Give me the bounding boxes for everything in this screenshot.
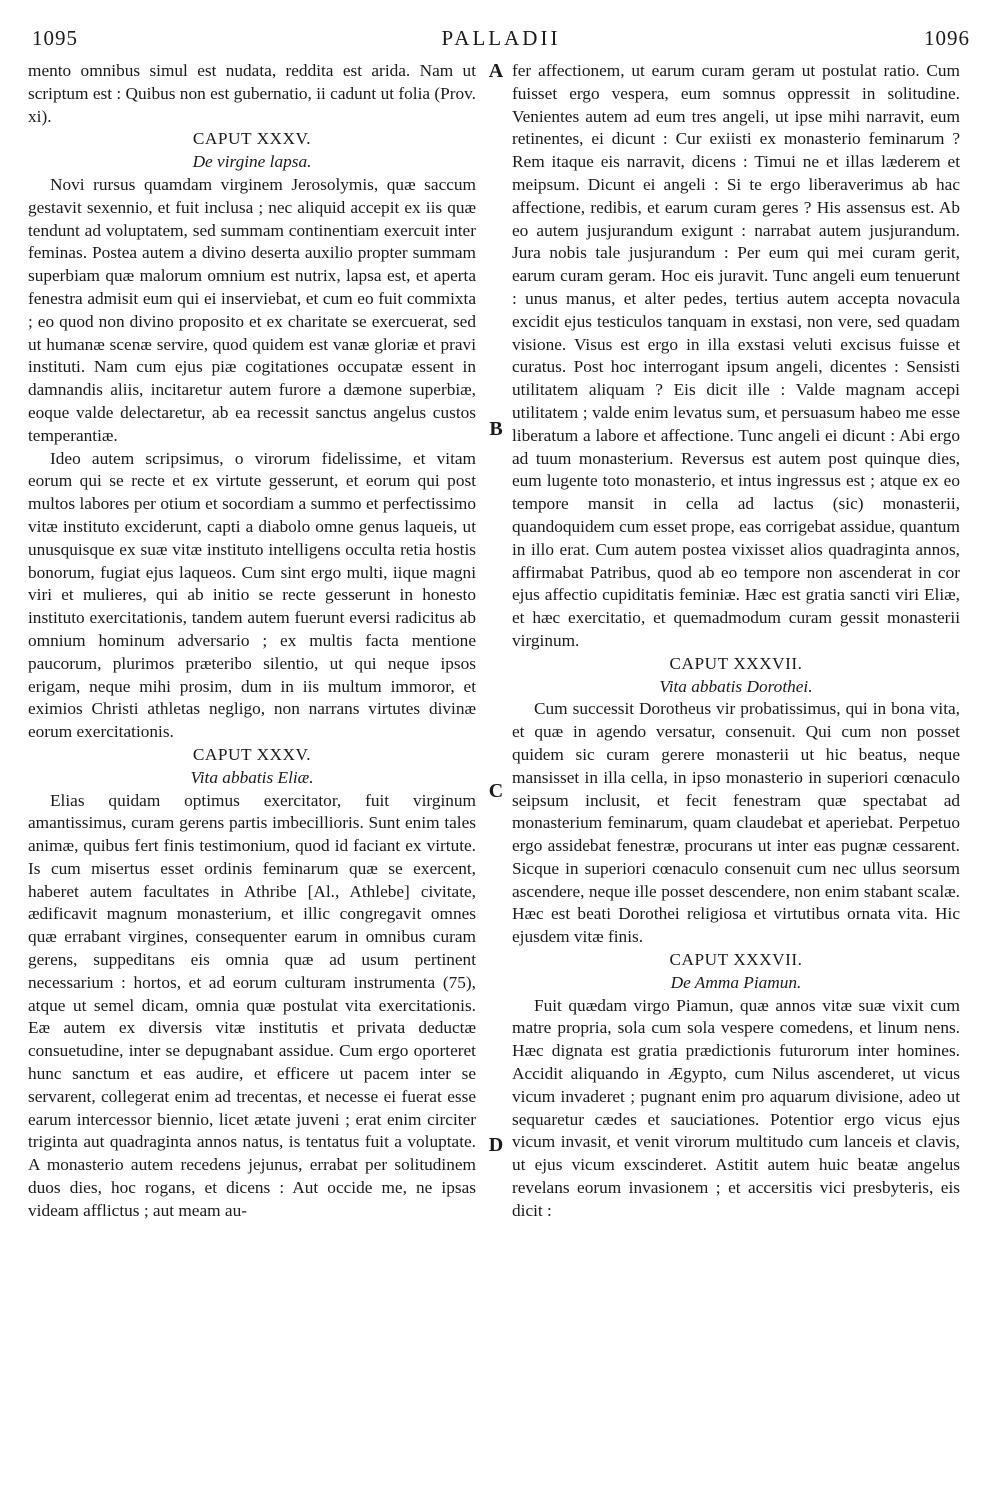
chapter-subtitle: De Amma Piamun. [670,972,802,992]
paragraph: Novi rursus quamdam virginem Jerosolymis, quæ saccum gestavit sexennio, et fuit inclusa ; nec aliquid accepit ex iis quæ tendunt ad voluptatem, sed summam continentiam exercuit inter feminas. Postea autem a divino deserta auxilio propter summam superbiam quæ malorum omnium est nutrix, lapsa est, et aperta fenestra admisit eum qui ei inserviebat, et cum eo fuit commixta ; eo quod non divino proposito et ex charitate se exercuerat, sed ut humanæ scenæ servire, quod quidem est vanæ gloriæ et pravi instituti. Nam cum ejus piæ cogitationes occupatæ essent in damnandis aliis, incitaretur autem furore a dæmone superbiæ, eoque valde delectaretur, ab ea recessit sanctus angelus custos temperantiæ. [28,174,476,445]
chapter-subtitle: Vita abbatis Eliæ. [190,767,314,787]
chapter-heading: CAPUT XXXVII. [669,653,803,673]
left-column [28,60,476,1223]
chapter-subtitle: Vita abbatis Dorothei. [659,676,813,696]
paragraph: Ideo autem scripsimus, o virorum fidelissime, et vitam eorum qui se recte et ex virtute gesserunt, et eorum qui post multos labores per otium et socordiam a summo et perfectissimo vitæ instituto exciderunt, capti a diabolo omne genus laqueis, ut unusquisque ex suæ vitæ instituto intelligens occulta retia hostis bonorum, fugiat ejus laqueos. Cum sint ergo multi, iique magni viri et mulieres, qui ab initio se recte gesserunt in honesto instituto exercitationis, tandem autem fuerunt eversi radicitus ab omnium hominum adversario ; ex multis facta mentione paucorum, plurimos præteribo silentio, ut qui neque ipsos erigam, neque mihi prosim, dum in iis multum immoror, et eximios Christi athletas negligo, non narrans virtutes divinæ eorum exercitationis. [28,448,476,742]
running-header [32,26,970,56]
chapter-heading: CAPUT XXXVII. [669,950,803,970]
margin-marker-d: D [488,1134,504,1156]
page-number-right: 1096 [924,26,970,50]
chapter-heading: CAPUT XXXV. [192,744,312,764]
margin-marker-b: B [489,418,503,440]
paragraph: Cum successit Dorotheus vir probatissimus, qui in bona vita, et quæ in agendo versatur, consenuit. Qui cum non posset quidem sic curam gerere monasterii ut hic beatus, neque mansisset in illa cella, in ipso monasterio in superiori cœnaculo seipsum inclusit, et fecit fenestram quæ spectabat ad monasterium feminarum, quam claudebat et aperiebat. Perpetuo ergo assidebat fenestræ, procurans ut inter eas pugnæ cessarent. Sicque in superiori cœnaculo consenuit cum nec ullus seorsum ascendere, neque ille posset descendere, non enim stabant scalæ. Hæc est beati Dorothei religiosa et virtutibus ornata vita. Hic ejusdem vitæ finis. [512,699,960,947]
right-column [512,60,960,1223]
margin-marker-a: A [488,60,504,82]
chapter-heading: CAPUT XXXV. [192,129,312,149]
page-number-left: 1095 [32,26,78,50]
paragraph: Fuit quædam virgo Piamun, quæ annos vitæ suæ vixit cum matre propria, sola cum sola vespere comedens, et linum nens. Hæc dignata est gratia prædictionis futurorum inter homines. Accidit aliquando in Ægypto, cum Nilus ascenderet, ut vicus vicum invaderet ; pugnant enim pro aquarum divisione, adeo ut sequaretur cædes et sauciationes. Potentior ergo vicus ejus vicum invasit, et venit virorum multitudo cum lanceis et clavis, ut ejus vicum exscinderet. Astitit autem huic beatæ angelus revelans eorum invasionem ; et accersitis vici presbyteris, eis dicit : [512,995,960,1220]
running-title: PALLADII [441,26,561,50]
paragraph: fer affectionem, ut earum curam geram ut postulat ratio. Cum fuisset ergo vespera, eum somnus oppressit in solitudine. Venientes autem ad eum tres angeli, ut ipse mihi narravit, eum retinentes, ei dicunt : Cur exiisti ex monasterio feminarum ? Rem itaque eis narravit, dicens : Timui ne et illas læderem et meipsum. Dicunt ei angeli : Si te ergo liberaverimus ab hac affectione, redibis, et earum curam geres ? His assensus est. Ab eo autem jusjurandum exigunt : narrabat autem jusjurandum. Jura nobis tale jusjurandum : Per eum qui mei curam gerit, earum curam geram. Hoc eis juravit. Tunc angeli eum tenuerunt : unus manus, et alter pedes, tertius autem accepta novacula excidit ejus testiculos tanquam in exstasi, non vere, sed quadam visione. Visus est ergo in illa exstasi veluti excisus fuisse et curatus. Post hoc interrogant ipsum angeli, dicentes : Sensisti utilitatem aliquam ? Eis dicit ille : Valde magnam accepi utilitatem ; valde enim levatus sum, et persuasum habeo me esse liberatum a labore et affectione. Tunc angeli ei dicunt : Abi ergo ad tuum monasterium. Reversus est autem post quinque dies, eum lugente toto monasterio, et intus ingressus est ; atque ex eo tempore mansit in cella ad lactus (sic) monasterii, quandoquidem cum esset prope, eas corrigebat assidue, quantum in illo erat. Cum autem postea vixisset alios quadraginta annos, affirmabat Patribus, quod ab eo tempore non ascenderat in cor ejus affectio cupiditatis feminiæ. Hæc est gratia sancti viri Eliæ, et hæc exercitatio, et quemadmodum curam gessit monasterii virginum. [512,61,960,650]
margin-marker-c: C [488,780,504,802]
paragraph: mento omnibus simul est nudata, reddita est arida. Nam ut scriptum est : Quibus non est gubernatio, ii cadunt ut folia (Prov. xi). [28,61,476,126]
paragraph: Elias quidam optimus exercitator, fuit virginum amantissimus, curam gerens partis imbecillioris. Sunt enim tales animæ, quibus fert finis testimonium, quod id faciant ex virtute. Is cum misertus esset ordinis feminarum quæ se exercent, haberet autem facultates in Athribe [Al., Athlebe] civitate, ædificavit magnum monasterium, et illic congregavit omnes quæ errabant virgines, consequenter earum in omnibus curam gerens, suppeditans eis omnia quæ ad usum pertinent necessarium : hortos, et ad eorum culturam instrumenta (75), atque ut semel dicam, omnia quæ postulat vita exercitationis. Eæ autem ex diversis vitæ institutis et privata deductæ consuetudine, inter se depugnabant assidue. Cum ergo oporteret hunc sanctum et eas audire, et efficere ut pacem inter se servarent, collegerat enim ad trecentas, et necesse ei fuerat esse earum intercessor biennio, licet ætate juveni ; erat enim circiter triginta aut quadraginta annos natus, is tentatus fuit a voluptate. A monasterio autem recedens jejunus, errabat per solitudinem duos dies, hoc rogans, et dicens : Aut occide me, ne ipsas videam afflictus ; aut meam au- [28,790,476,1220]
chapter-subtitle: De virgine lapsa. [192,152,312,172]
